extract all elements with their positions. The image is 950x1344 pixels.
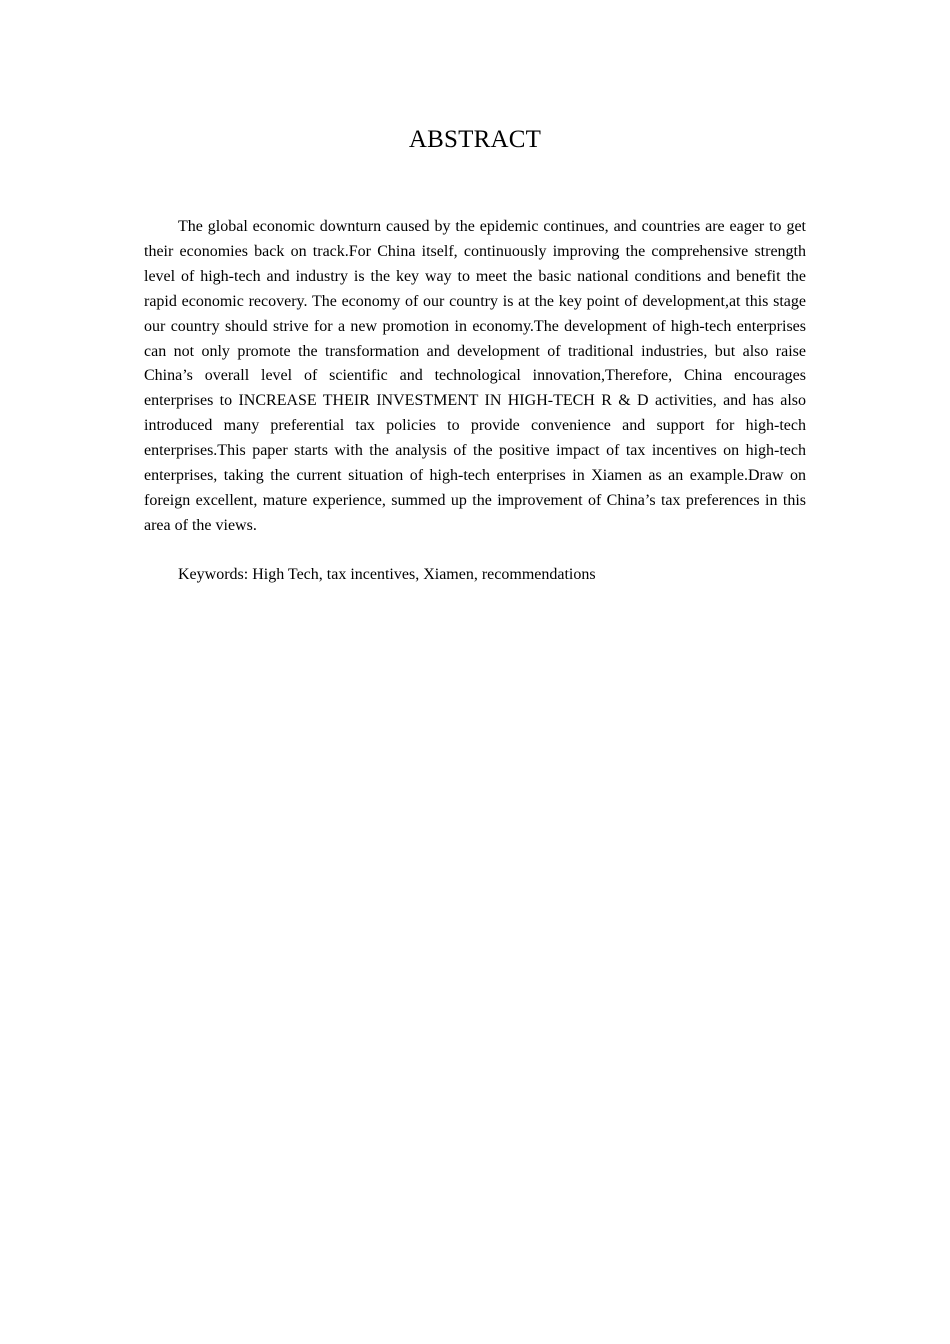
page-title: ABSTRACT bbox=[408, 126, 542, 153]
keywords-line: Keywords: High Tech, tax incentives, Xiamen, recommendations bbox=[178, 566, 596, 583]
abstract-paragraph: The global economic downturn caused by the epidemic continues, and countries are eager to get their economies back on track.For China itself, continuously improving the comprehensive strength level of high-tech and industry is the key way to meet the basic national conditions and benefit the rapid economic recovery. The economy of our country is at the key point of development,at this stage our country should strive for a new promotion in economy.The development of high-tech enterprises can not only promote the transformation and development of traditional industries, but also raise China’s overall level of scientific and technological innovation,Therefore, China encourages enterprises to INCREASE THEIR INVESTMENT IN HIGH-TECH R & D activities, and has also introduced many preferential tax policies to provide convenience and support for high-tech enterprises.This paper starts with the analysis of the positive impact of tax incentives on high-tech enterprises, taking the current situation of high-tech enterprises in Xiamen as an example.Draw on foreign excellent, mature experience, summed up the improvement of China’s tax preferences in this area of the views. bbox=[144, 218, 806, 534]
